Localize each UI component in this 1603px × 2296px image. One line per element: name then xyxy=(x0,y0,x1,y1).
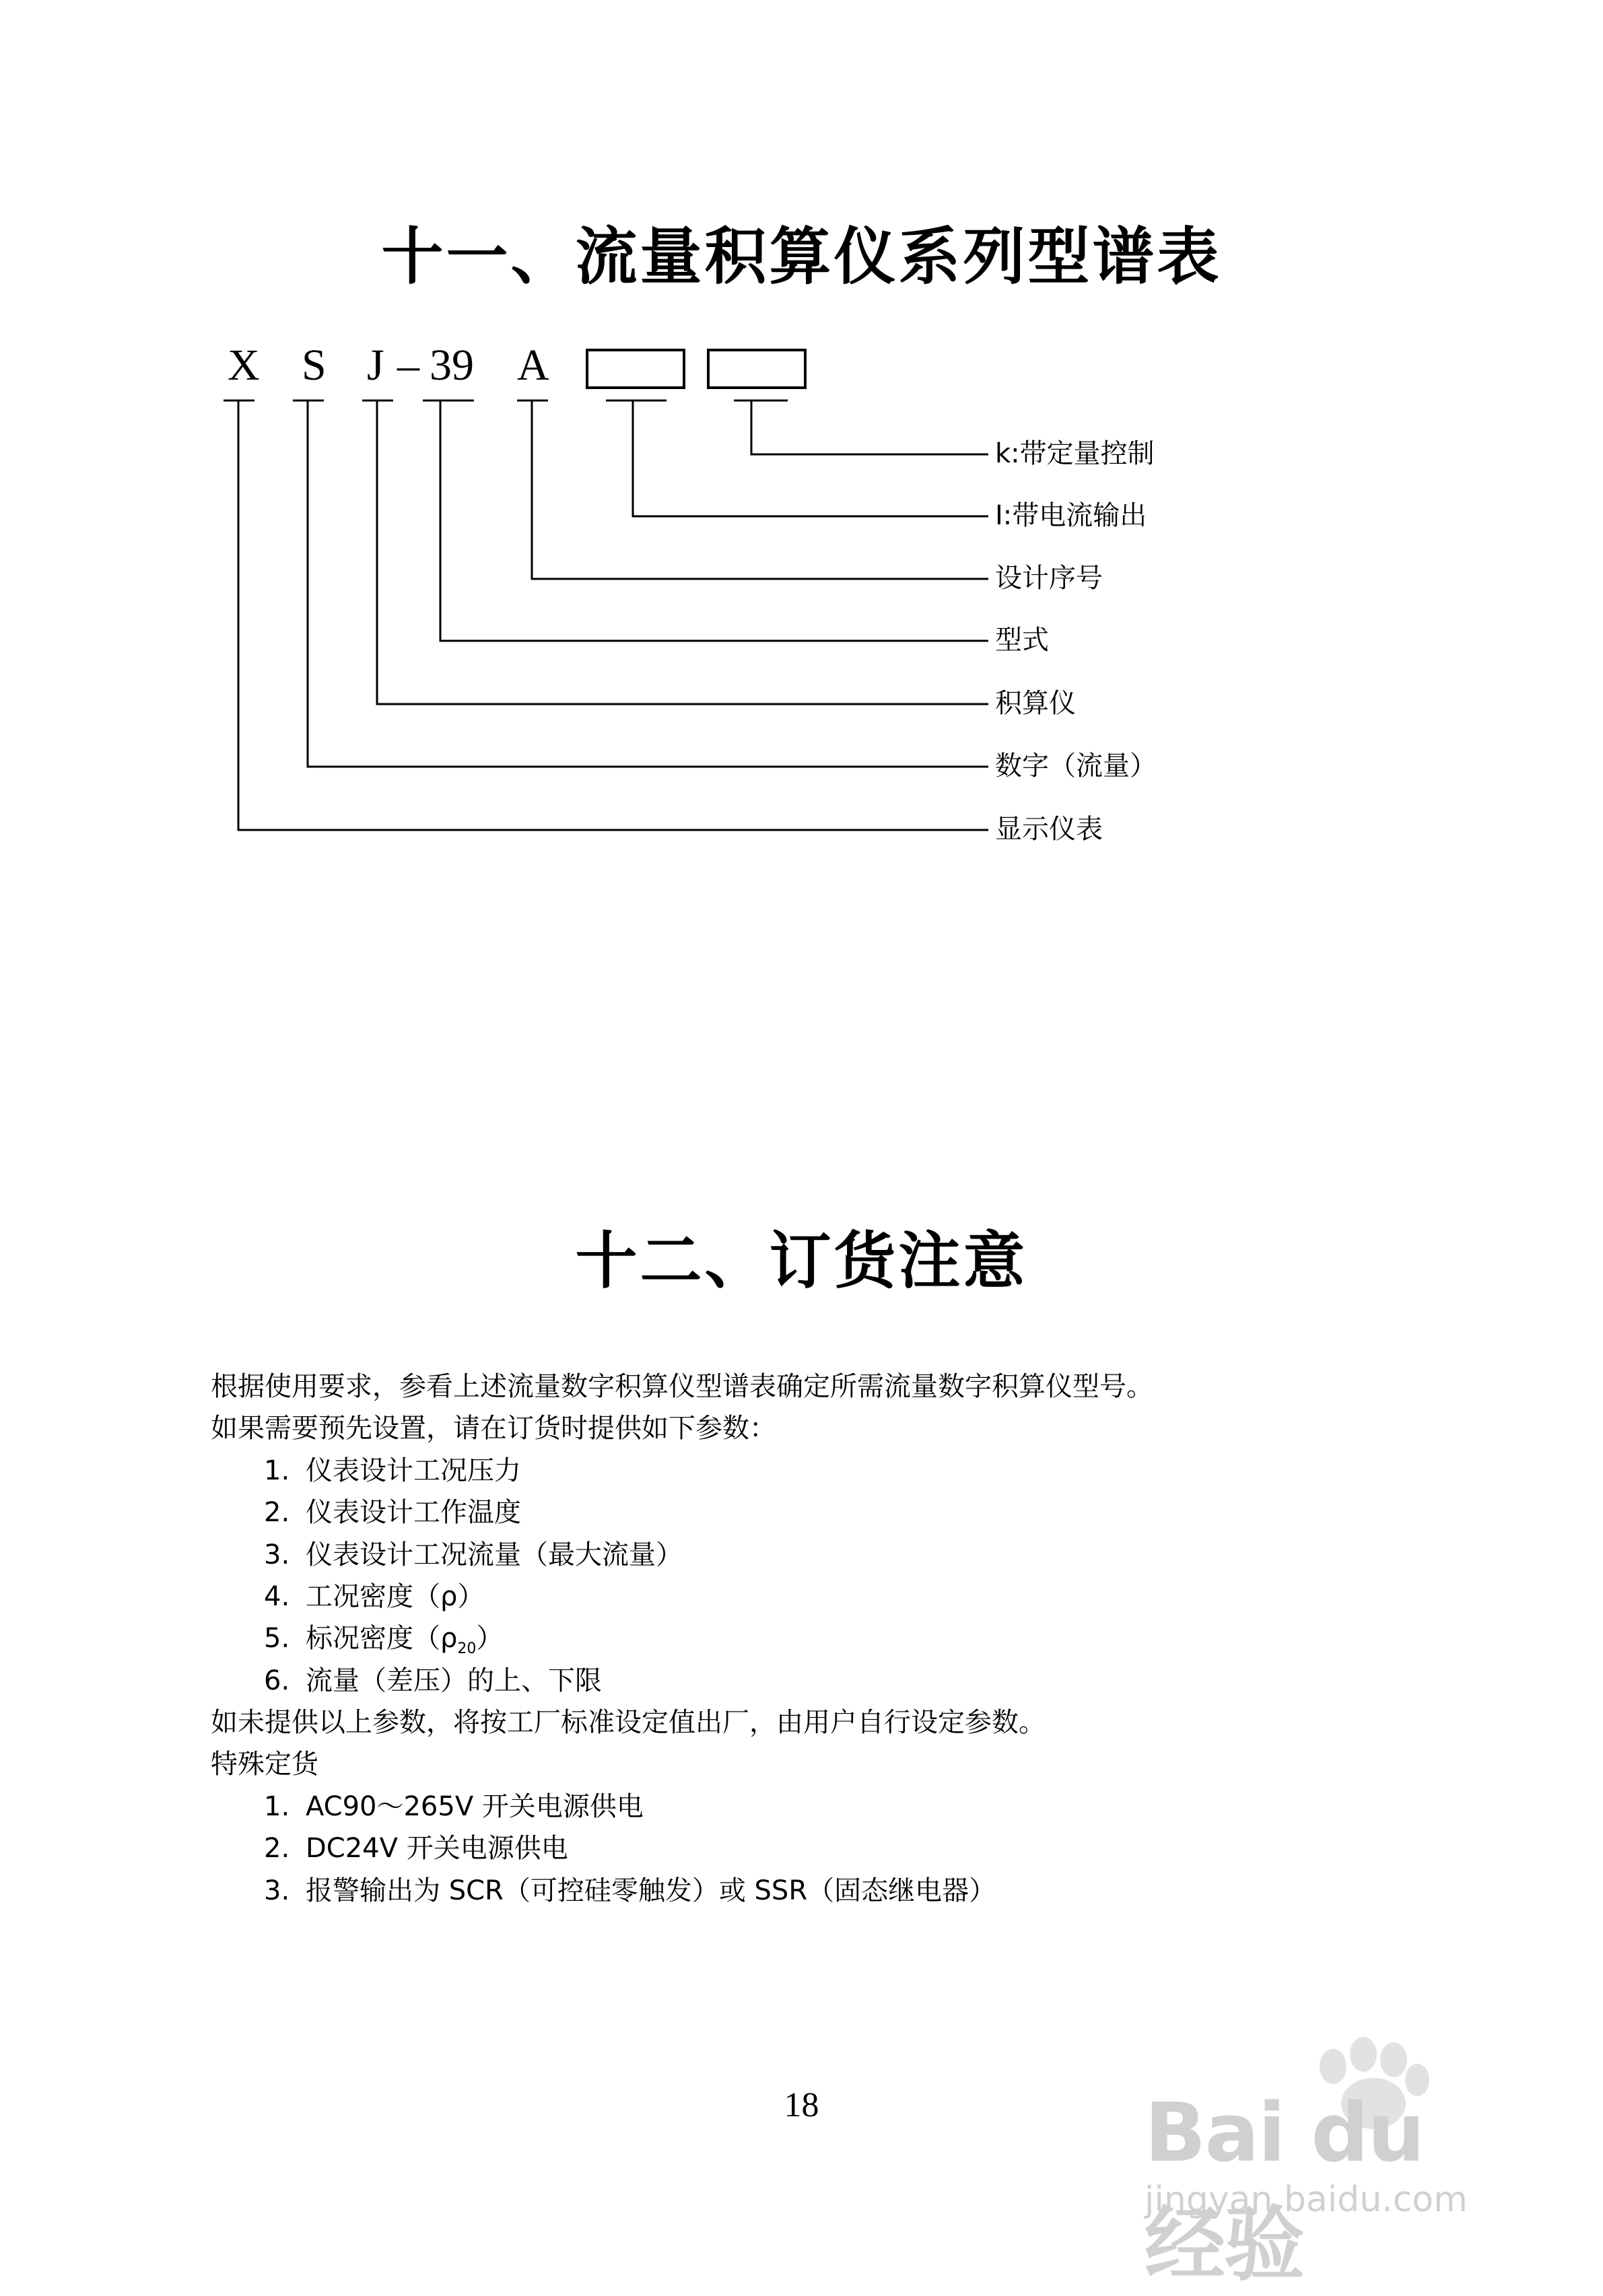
special-order-heading: 特殊定货 xyxy=(211,1749,318,1780)
connector-i xyxy=(633,401,988,516)
section-12-title: 十二、订货注意 xyxy=(575,1225,1028,1297)
code-char-dash: – xyxy=(397,341,419,390)
param-item-4: 4. 工况密度（ρ） xyxy=(264,1581,485,1612)
connector-39 xyxy=(440,401,988,641)
connector-j xyxy=(377,401,988,704)
section-11-title: 十一、流量积算仪系列型谱表 xyxy=(381,221,1222,293)
param-item-5: 5. 标况密度$(\rho_{20})$ xyxy=(264,1623,504,1657)
desc-k: k:带定量控制 xyxy=(995,438,1155,469)
watermark-url: jingyan.baidu.com xyxy=(1145,2180,1468,2220)
page-number: 18 xyxy=(784,2086,819,2124)
desc-display-instrument: 显示仪表 xyxy=(995,814,1103,845)
connector-x xyxy=(238,401,988,830)
code-char-x: X xyxy=(228,341,260,390)
desc-integrator: 积算仪 xyxy=(995,688,1076,719)
param-item-3: 3. 仪表设计工况流量（最大流量） xyxy=(264,1539,683,1570)
special-item-3: 3. 报警输出为 SCR（可控硅零触发）或 SSR（固态继电器） xyxy=(264,1875,996,1906)
model-code-diagram xyxy=(0,0,1603,875)
code-char-a: A xyxy=(517,341,549,390)
special-item-1: 1. AC90～265V 开关电源供电 xyxy=(264,1791,644,1822)
param-item-6: 6. 流量（差压）的上、下限 xyxy=(264,1665,602,1696)
default-settings-note: 如未提供以上参数，将按工厂标准设定值出厂，由用户自行设定参数。 xyxy=(211,1707,1046,1738)
param-item-2: 2. 仪表设计工作温度 xyxy=(264,1497,521,1528)
special-item-2: 2. DC24V 开关电源供电 xyxy=(264,1833,568,1864)
intro-line-2: 如果需要预先设置，请在订货时提供如下参数： xyxy=(211,1413,776,1444)
code-char-39: 39 xyxy=(430,341,474,390)
watermark-logo-text: Bai du 经验 xyxy=(1145,2087,1424,2292)
desc-digital-flow: 数字（流量） xyxy=(995,751,1157,781)
desc-i: I:带电流输出 xyxy=(995,500,1147,531)
param-item-1: 1. 仪表设计工况压力 xyxy=(264,1455,521,1486)
desc-design-seq: 设计序号 xyxy=(995,563,1103,594)
code-char-s: S xyxy=(302,341,327,390)
code-char-j: J xyxy=(367,341,384,390)
intro-line-1: 根据使用要求，参看上述流量数字积算仪型谱表确定所需流量数字积算仪型号。 xyxy=(211,1371,1153,1402)
connector-s xyxy=(308,401,988,767)
baidu-jingyan-watermark xyxy=(1131,2026,1508,2292)
desc-type: 型式 xyxy=(995,625,1049,656)
connector-a xyxy=(532,401,988,579)
connector-k xyxy=(751,401,988,454)
